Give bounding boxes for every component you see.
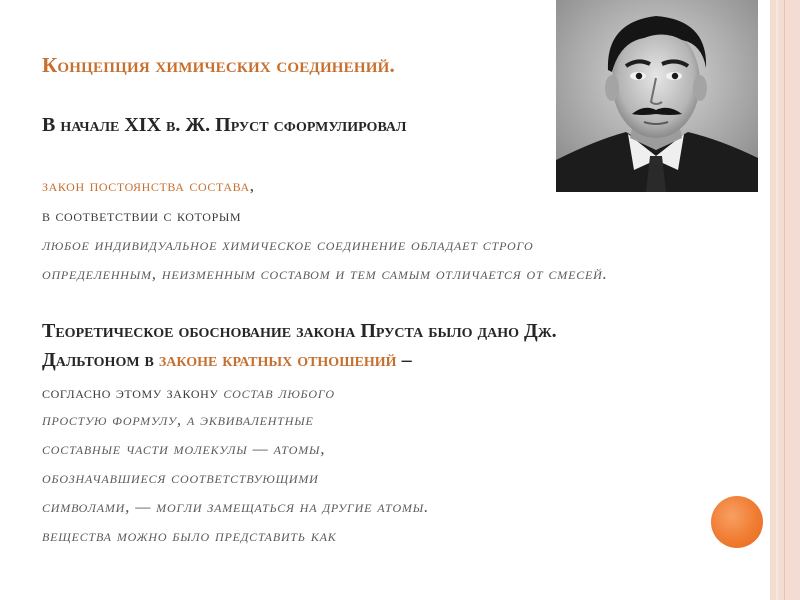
composition-text: состав любого: [223, 383, 335, 402]
theory-line-3: [42, 383, 335, 403]
edge-decoration: [770, 0, 800, 600]
orange-circle-decoration: [711, 496, 763, 548]
theory-line-7: символами, — могли замещаться на другие атомы.: [42, 497, 430, 516]
theory-line-6: обозначавшиеся соответствующими: [42, 468, 319, 487]
law-constant-composition: закон постоянства состава: [42, 176, 250, 195]
law-comma: ,: [249, 176, 255, 195]
according-text: согласно этому закону: [42, 383, 224, 402]
theory-line-1: Теоретическое обоснование закона Пруста было дано Дж.: [42, 320, 557, 342]
theory-line-4: простую формулу, а эквивалентные: [42, 410, 314, 429]
dalton-text: Дальтоном в: [42, 349, 159, 371]
slide-title: Концепция химических соединений.: [42, 53, 395, 77]
law-line: [42, 176, 255, 196]
theory-line-2: [42, 349, 412, 372]
theory-line-8: вещества можно было представить как: [42, 526, 337, 545]
dash-text: –: [396, 349, 412, 371]
portrait-photo: [556, 0, 758, 192]
accordance-line: в соответствии с которым: [42, 206, 242, 225]
theory-line-5: составные части молекулы — атомы,: [42, 439, 326, 458]
definition-line-1: любое индивидуальное химическое соединение обладает строго: [42, 235, 534, 254]
law-multiple-proportions: законе кратных отношений: [158, 349, 397, 371]
intro-line: В начале XIX в. Ж. Пруст сформулировал: [42, 114, 407, 136]
definition-line-2: определенным, неизменным составом и тем самым отличается от смесей.: [42, 264, 608, 283]
